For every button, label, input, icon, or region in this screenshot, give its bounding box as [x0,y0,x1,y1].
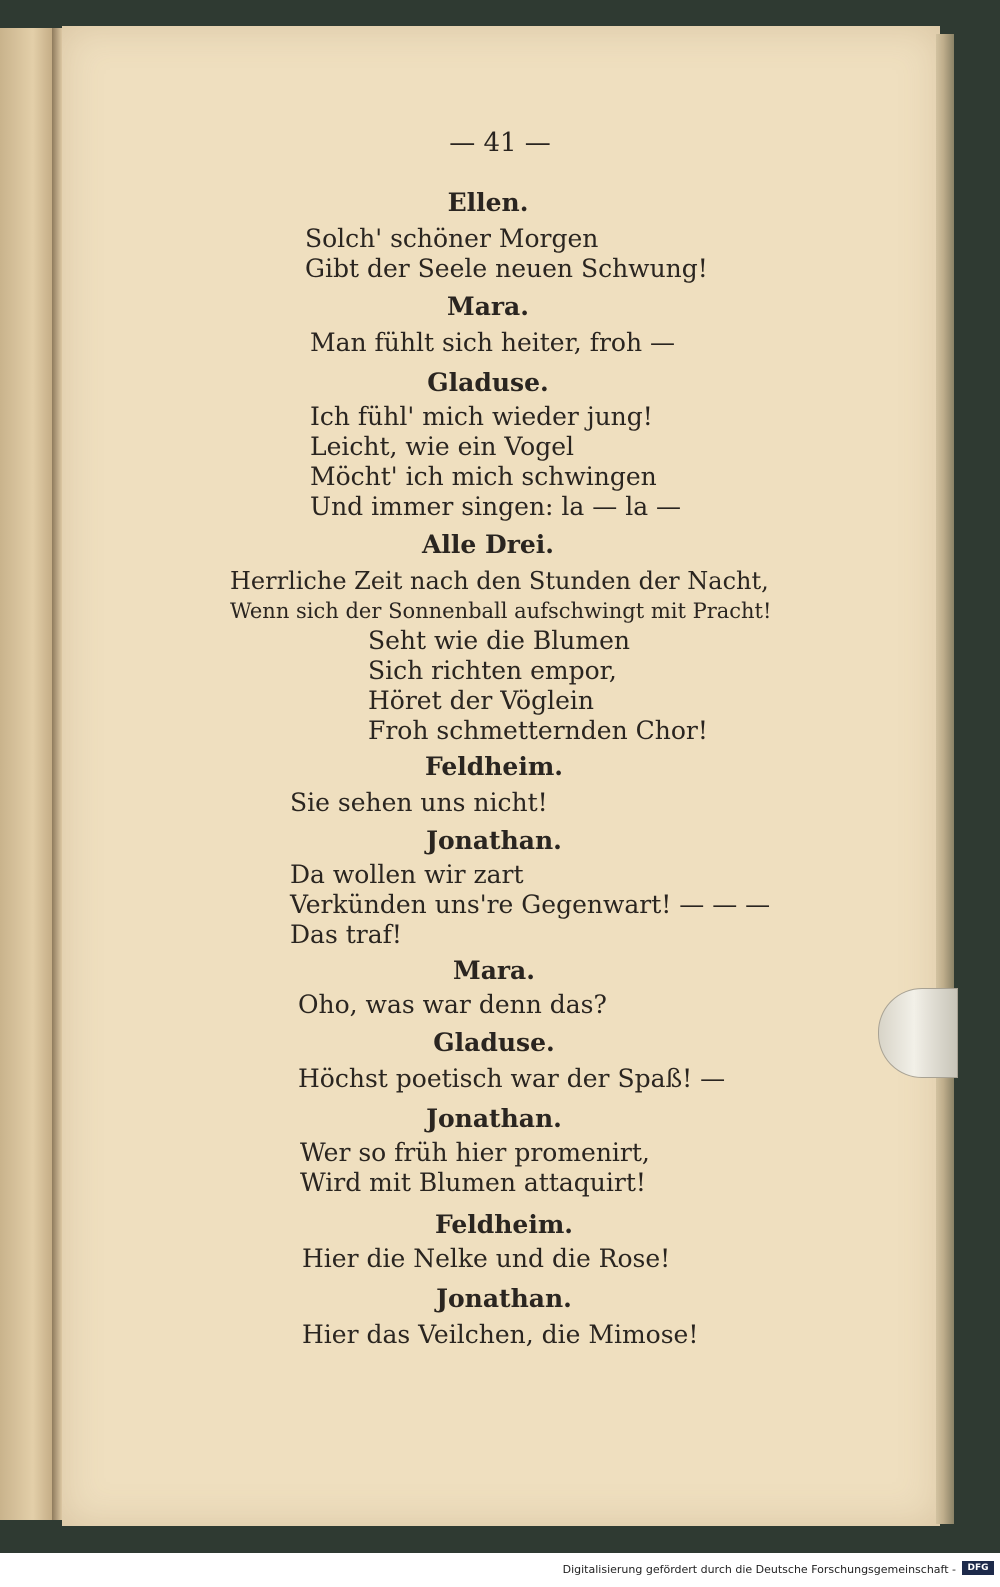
speaker-name: Mara. [447,292,529,321]
speaker-name: Mara. [453,956,535,985]
speaker-name: Jonathan. [426,1104,562,1133]
page-stack-edge [936,34,954,1524]
speaker-name: Feldheim. [424,752,563,781]
speaker-name: Jonathan. [436,1284,572,1313]
verse-line: Seht wie die Blumen [368,626,630,655]
speaker-name: Feldheim. [434,1210,573,1239]
page-number: — 41 — [449,128,551,158]
page-clip [878,988,958,1078]
verse-line: Sie sehen uns nicht! [290,788,548,817]
verse-line: Hier die Nelke und die Rose! [302,1244,671,1273]
verse-line: Oho, was war denn das? [298,990,607,1019]
verse-line: Ich fühl' mich wieder jung! [310,402,653,431]
verse-line: Leicht, wie ein Vogel [310,432,575,461]
verse-line: Hier das Veilchen, die Mimose! [302,1320,699,1349]
verse-line: Das traf! [290,920,402,949]
dfg-logo: DFG [962,1561,994,1575]
verse-line: Da wollen wir zart [290,860,524,889]
verse-line: Höret der Vöglein [368,686,594,715]
speaker-name: Jonathan. [426,826,562,855]
verse-line: Möcht' ich mich schwingen [310,462,657,491]
speaker-name: Gladuse. [427,368,549,397]
verse-line: Wer so früh hier promenirt, [300,1138,650,1167]
verse-line: Wenn sich der Sonnenball aufschwingt mit Pracht! [230,599,772,623]
verse-line: Höchst poetisch war der Spaß! — [298,1064,726,1093]
speaker-name: Gladuse. [433,1028,555,1057]
speaker-name: Alle Drei. [422,530,554,559]
left-page-edge [0,28,60,1520]
verse-line: Herrliche Zeit nach den Stunden der Nacht, [230,567,769,595]
verse-line: Sich richten empor, [368,656,617,685]
verse-line: Wird mit Blumen attaquirt! [300,1168,646,1197]
funding-credit: Digitalisierung gefördert durch die Deutsche Forschungsgemeinschaft - [562,1563,956,1576]
verse-line: Verkünden uns're Gegenwart! — — — [290,890,771,919]
verse-line: Man fühlt sich heiter, froh — [310,328,676,357]
verse-line: Froh schmetternden Chor! [368,716,708,745]
verse-line: Solch' schöner Morgen [305,224,599,253]
speaker-name: Ellen. [447,188,529,217]
verse-line: Und immer singen: la — la — [310,492,682,521]
verse-line: Gibt der Seele neuen Schwung! [305,254,708,283]
